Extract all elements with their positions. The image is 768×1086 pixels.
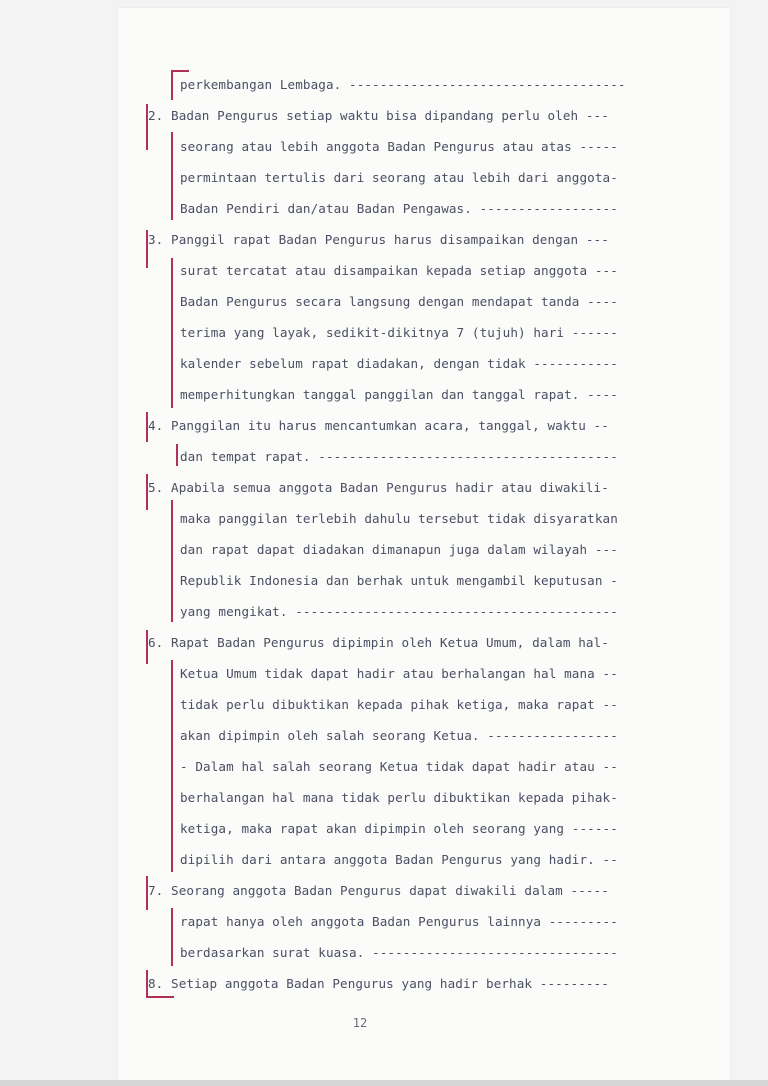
margin-mark xyxy=(171,70,189,72)
margin-mark xyxy=(146,474,148,510)
text-line: seorang atau lebih anggota Badan Pengurus atau atas ----- xyxy=(180,139,618,154)
margin-mark xyxy=(171,70,173,100)
item-7-line: 7. Seorang anggota Badan Pengurus dapat diwakili dalam ----- xyxy=(148,883,609,898)
margin-mark xyxy=(171,908,173,966)
item-4-line: 4. Panggilan itu harus mencantumkan acara, tanggal, waktu -- xyxy=(148,418,609,433)
text-line: kalender sebelum rapat diadakan, dengan tidak ----------- xyxy=(180,356,618,371)
text-line: maka panggilan terlebih dahulu tersebut tidak disyaratkan xyxy=(180,511,618,526)
margin-mark xyxy=(146,630,148,664)
margin-mark xyxy=(176,444,178,466)
margin-mark xyxy=(146,996,174,998)
text-line: dan rapat dapat diadakan dimanapun juga dalam wilayah --- xyxy=(180,542,618,557)
text-line: Republik Indonesia dan berhak untuk mengambil keputusan - xyxy=(180,573,618,588)
margin-mark xyxy=(171,258,173,408)
text-line: akan dipimpin oleh salah seorang Ketua. ----------------- xyxy=(180,728,618,743)
page-number: 12 xyxy=(352,1016,368,1030)
item-3-line: 3. Panggil rapat Badan Pengurus harus disampaikan dengan --- xyxy=(148,232,609,247)
text-line: tidak perlu dibuktikan kepada pihak ketiga, maka rapat -- xyxy=(180,697,618,712)
margin-mark xyxy=(146,412,148,442)
text-line: berdasarkan surat kuasa. -------------------------------- xyxy=(180,945,618,960)
item-8-line: 8. Setiap anggota Badan Pengurus yang hadir berhak --------- xyxy=(148,976,609,991)
item-5-line: 5. Apabila semua anggota Badan Pengurus hadir atau diwakili- xyxy=(148,480,609,495)
text-line: terima yang layak, sedikit-dikitnya 7 (tujuh) hari ------ xyxy=(180,325,618,340)
margin-mark xyxy=(146,104,148,150)
text-line: yang mengikat. ------------------------------------------ xyxy=(180,604,618,619)
margin-mark xyxy=(171,132,173,220)
text-line: surat tercatat atau disampaikan kepada setiap anggota --- xyxy=(180,263,618,278)
text-line: perkembangan Lembaga. ------------------------------------ xyxy=(180,77,626,92)
margin-mark xyxy=(146,970,148,996)
margin-mark xyxy=(171,660,173,872)
margin-mark xyxy=(146,230,148,268)
item-2-line: 2. Badan Pengurus setiap waktu bisa dipandang perlu oleh --- xyxy=(148,108,609,123)
text-line: memperhitungkan tanggal panggilan dan tanggal rapat. ---- xyxy=(180,387,618,402)
text-line: rapat hanya oleh anggota Badan Pengurus lainnya --------- xyxy=(180,914,618,929)
text-line: - Dalam hal salah seorang Ketua tidak dapat hadir atau -- xyxy=(180,759,618,774)
margin-mark xyxy=(146,876,148,910)
text-line: Badan Pengurus secara langsung dengan mendapat tanda ---- xyxy=(180,294,618,309)
margin-mark xyxy=(171,500,173,622)
text-line: Badan Pendiri dan/atau Badan Pengawas. ------------------ xyxy=(180,201,618,216)
text-line: Ketua Umum tidak dapat hadir atau berhalangan hal mana -- xyxy=(180,666,618,681)
text-line: ketiga, maka rapat akan dipimpin oleh seorang yang ------ xyxy=(180,821,618,836)
scan-edge xyxy=(0,1080,768,1086)
item-6-line: 6. Rapat Badan Pengurus dipimpin oleh Ketua Umum, dalam hal- xyxy=(148,635,609,650)
text-line: dan tempat rapat. --------------------------------------- xyxy=(180,449,618,464)
text-line: permintaan tertulis dari seorang atau lebih dari anggota- xyxy=(180,170,618,185)
text-line: dipilih dari antara anggota Badan Pengurus yang hadir. -- xyxy=(180,852,618,867)
text-line: berhalangan hal mana tidak perlu dibuktikan kepada pihak- xyxy=(180,790,618,805)
